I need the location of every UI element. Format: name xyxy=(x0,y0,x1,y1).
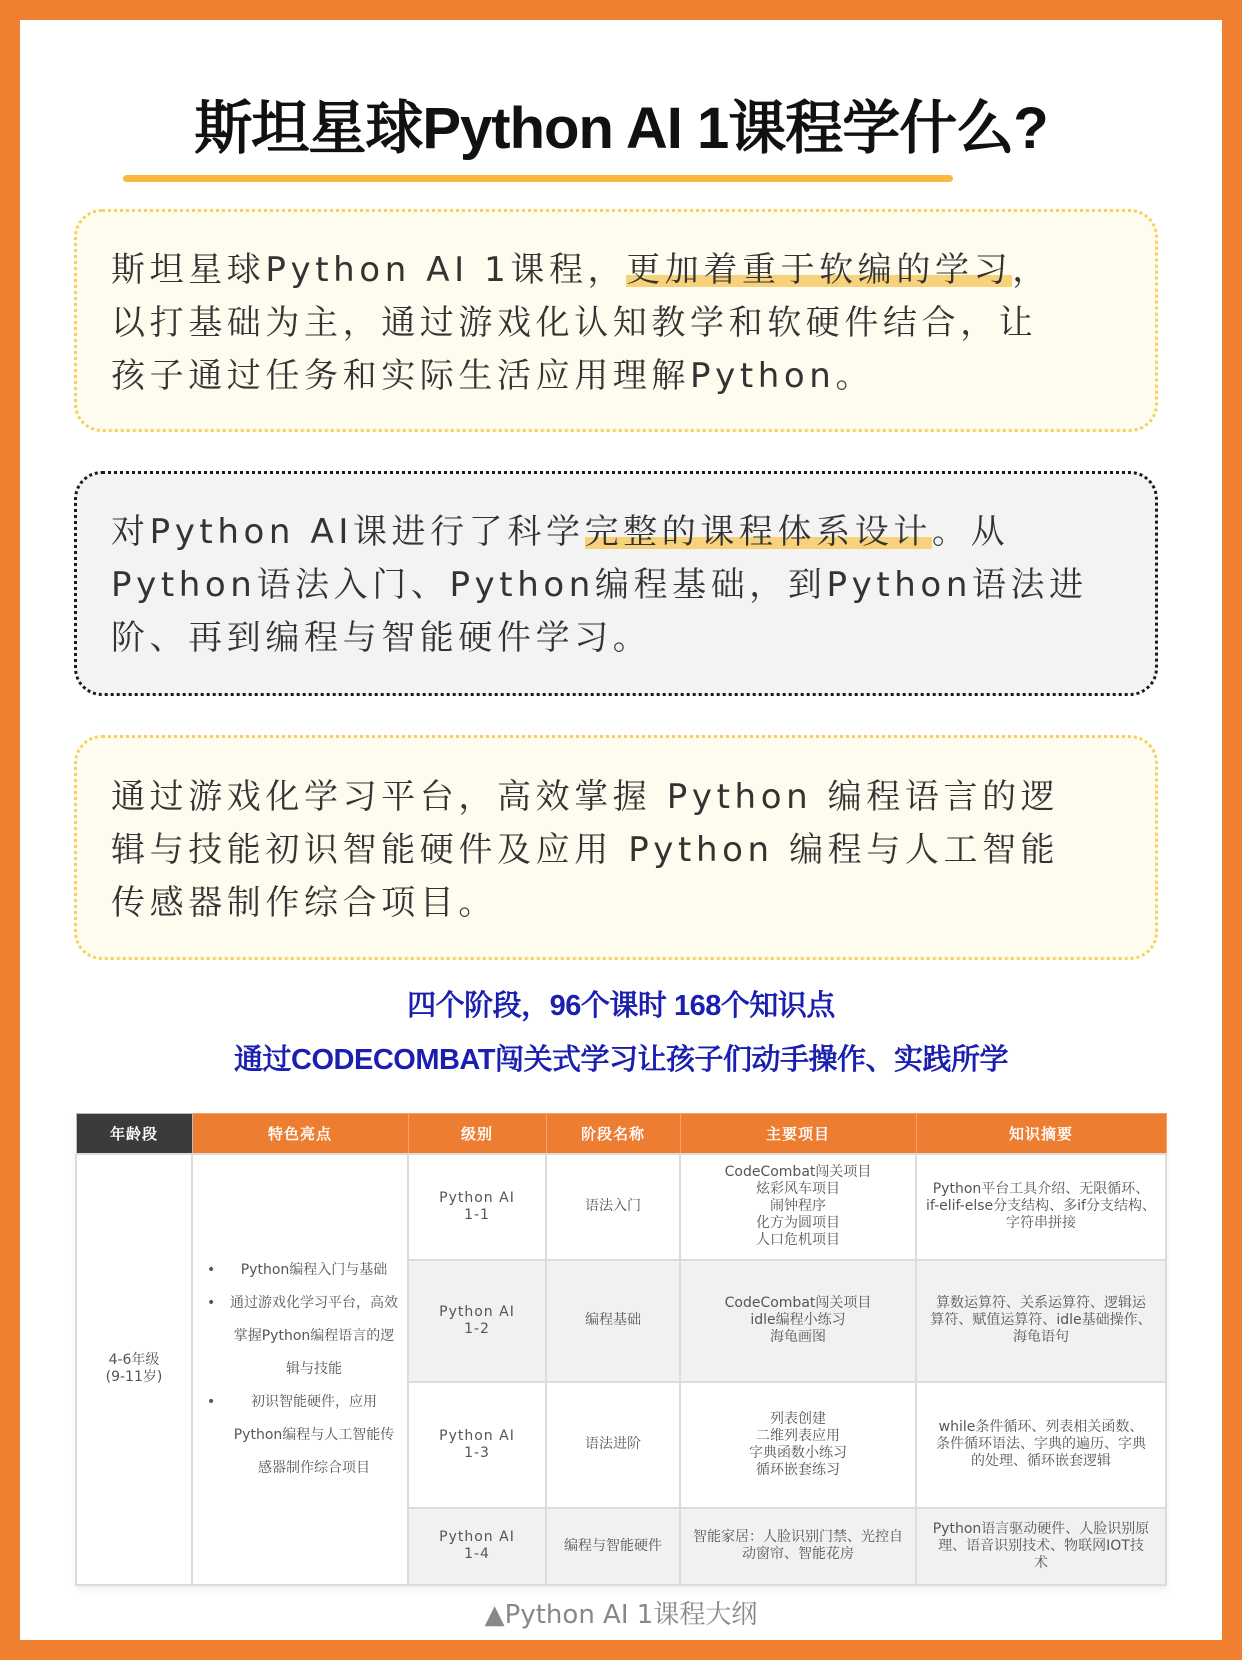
level-cell: Python AI 1-1 xyxy=(408,1154,546,1260)
stats-codecombat: 通过CODECOMBAT闯关式学习让孩子们动手操作、实践所学 xyxy=(234,1044,1008,1076)
header-projects: 主要项目 xyxy=(680,1114,916,1154)
summary-cell: Python语言驱动硬件、人脸识别原 理、语音识别技术、物联网IOT技 术 xyxy=(916,1508,1166,1585)
highlight-text: 完整的课程体系设计 xyxy=(584,512,932,552)
intro-line-2: 以打基础为主，通过游戏化认知教学和软硬件结合，让 xyxy=(111,303,1038,343)
title-underline xyxy=(123,175,953,182)
summary-cell: Python平台工具介绍、无限循环、 if-elif-else分支结构、多if分支结构、 字符串拼接 xyxy=(916,1154,1166,1260)
features-cell xyxy=(192,1154,408,1585)
projects-cell: 智能家居：人脸识别门禁、光控自 动窗帘、智能花房 xyxy=(680,1508,916,1585)
intro-line-1: 斯坦星球Python AI 1课程，更加着重于软编的学习， xyxy=(111,250,1051,290)
list-item: • Python编程入门与基础 xyxy=(207,1254,401,1287)
list-item: • 通过游戏化学习平台，高效掌握Python编程语言的逻辑与技能 xyxy=(207,1287,401,1386)
summary-cell: 算数运算符、关系运算符、逻辑运 算符、赋值运算符、idle基础操作、 海龟语句 xyxy=(916,1260,1166,1382)
header-features: 特色亮点 xyxy=(192,1114,408,1154)
age-cell: 4-6年级 (9-11岁) xyxy=(76,1154,192,1585)
page-title: 斯坦星球Python AI 1课程学什么? xyxy=(194,96,1048,161)
platform-line-1: 通过游戏化学习平台，高效掌握 Python 编程语言的逻 xyxy=(111,777,1060,817)
header-level: 级别 xyxy=(408,1114,546,1154)
platform-box xyxy=(74,735,1158,960)
level-cell: Python AI 1-4 xyxy=(408,1508,546,1585)
features-list xyxy=(207,1254,401,1485)
stage-cell: 语法进阶 xyxy=(546,1382,680,1508)
table-row xyxy=(76,1154,1166,1260)
curriculum-design-box xyxy=(74,471,1158,696)
projects-cell: CodeCombat闯关项目 idle编程小练习 海龟画图 xyxy=(680,1260,916,1382)
stage-cell: 语法入门 xyxy=(546,1154,680,1260)
projects-cell: CodeCombat闯关项目 炫彩风车项目 闹钟程序 化方为圆项目 人口危机项目 xyxy=(680,1154,916,1260)
platform-line-2: 辑与技能初识智能硬件及应用 Python 编程与人工智能 xyxy=(111,830,1060,870)
design-line-2: Python语法入门、Python编程基础，到Python语法进 xyxy=(111,565,1088,605)
platform-line-3: 传感器制作综合项目。 xyxy=(111,883,497,923)
projects-cell: 列表创建 二维列表应用 字典函数小练习 循环嵌套练习 xyxy=(680,1382,916,1508)
intro-box xyxy=(74,209,1158,432)
design-line-1: 对Python AI课进行了科学完整的课程体系设计。从 xyxy=(111,512,1010,552)
table-caption: ▲Python AI 1课程大纲 xyxy=(484,1600,758,1630)
header-summary: 知识摘要 xyxy=(916,1114,1166,1154)
page xyxy=(20,20,1222,1640)
level-cell: Python AI 1-3 xyxy=(408,1382,546,1508)
stats-summary: 四个阶段，96个课时 168个知识点 xyxy=(407,990,835,1022)
design-line-3: 阶、再到编程与智能硬件学习。 xyxy=(111,618,652,658)
level-cell: Python AI 1-2 xyxy=(408,1260,546,1382)
list-item: • 初识智能硬件，应用Python编程与人工智能传感器制作综合项目 xyxy=(207,1386,401,1485)
summary-cell: while条件循环、列表相关函数、 条件循环语法、字典的遍历、字典 的处理、循环嵌套逻辑 xyxy=(916,1382,1166,1508)
highlight-text: 更加着重于软编的学习 xyxy=(626,250,1013,290)
stage-cell: 编程基础 xyxy=(546,1260,680,1382)
header-stage: 阶段名称 xyxy=(546,1114,680,1154)
intro-line-3: 孩子通过任务和实际生活应用理解Python。 xyxy=(111,356,875,396)
stage-cell: 编程与智能硬件 xyxy=(546,1508,680,1585)
table-header-row xyxy=(76,1114,1166,1154)
course-outline-table xyxy=(75,1113,1159,1586)
header-age: 年龄段 xyxy=(76,1114,192,1154)
